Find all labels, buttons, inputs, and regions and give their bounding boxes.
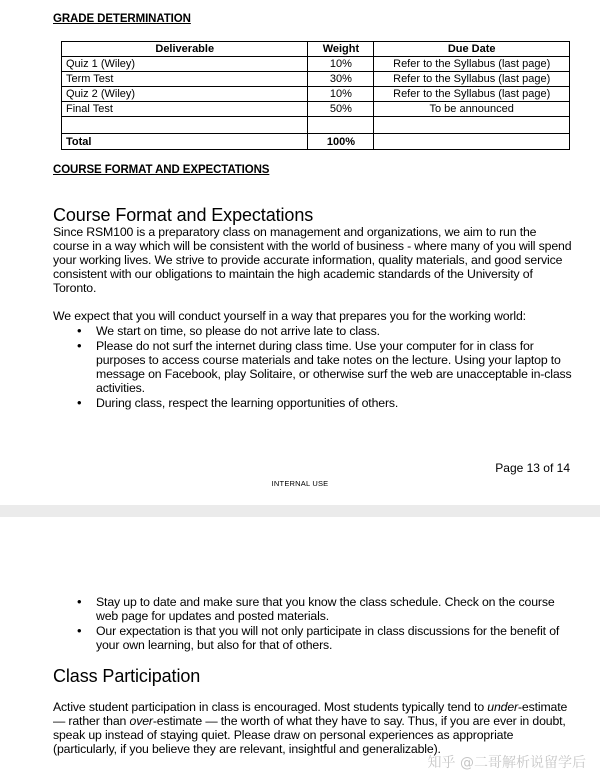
intro-paragraph: Since RSM100 is a preparatory class on management and organizations, we aim to run the course in a way which will be consistent with the world of business - where many of you will spend your working lives. We strive to provide accurate information, quality materials, and good service consistent with our obligations to maintain the high academic standards of the University of Toronto.	[53, 225, 572, 295]
participation-emphasis: under	[487, 700, 518, 714]
footer-label: INTERNAL USE	[271, 479, 329, 488]
deliverable-cell: Quiz 2 (Wiley)	[62, 87, 308, 102]
list-item: • Stay up to date and make sure that you know the class schedule. Check on the course web page for updates and posted materials.	[53, 595, 575, 623]
page-number: Page 13 of 14	[495, 461, 570, 475]
deliverable-cell: Final Test	[62, 102, 308, 117]
expectations-paragraph: We expect that you will conduct yourself in a way that prepares you for the working world:	[53, 309, 526, 323]
table-row	[62, 102, 570, 117]
weight-cell: 10%	[308, 57, 374, 72]
participation-text: Active student participation in class is encouraged. Most students typically tend to	[53, 700, 488, 714]
table-empty-row	[62, 117, 570, 134]
participation-paragraph	[53, 700, 573, 756]
empty-cell	[374, 117, 570, 134]
deliverable-cell: Quiz 1 (Wiley)	[62, 57, 308, 72]
due-date-cell: To be announced	[374, 102, 570, 117]
document-page-2	[0, 517, 600, 778]
empty-cell	[308, 117, 374, 134]
expectations-list-continued	[53, 595, 575, 653]
table-row	[62, 57, 570, 72]
total-weight-cell: 100%	[308, 134, 374, 150]
watermark: 知乎 @二哥解析说留学后	[427, 755, 586, 771]
table-total-row	[62, 134, 570, 150]
participation-emphasis: over	[129, 714, 153, 728]
empty-cell	[374, 134, 570, 150]
total-label-cell: Total	[62, 134, 308, 150]
header-deliverable: Deliverable	[62, 42, 308, 57]
list-item: • We start on time, so please do not arrive late to class.	[53, 324, 575, 338]
expectations-list	[53, 324, 575, 411]
course-format-heading: COURSE FORMAT AND EXPECTATIONS	[53, 164, 270, 176]
table-header-row	[62, 42, 570, 57]
grade-determination-heading: GRADE DETERMINATION	[53, 13, 191, 25]
weight-cell: 10%	[308, 87, 374, 102]
deliverable-cell: Term Test	[62, 72, 308, 87]
table-row	[62, 72, 570, 87]
due-date-cell: Refer to the Syllabus (last page)	[374, 72, 570, 87]
list-item: • Our expectation is that you will not only participate in class discussions for the benefit of your own learning, but also for that of others.	[53, 624, 575, 652]
participation-text: -estimate — rather than	[53, 700, 568, 728]
page-separator	[0, 505, 600, 517]
class-participation-title: Class Participation	[53, 666, 201, 686]
header-due-date: Due Date	[374, 42, 570, 57]
due-date-cell: Refer to the Syllabus (last page)	[374, 57, 570, 72]
grade-table	[61, 41, 570, 150]
participation-text: -estimate — the worth of what they have to say. Thus, if you are ever in doubt, speak up instead of staying quiet. Please draw on personal experiences as appropriate (particularly, if you believe they are relevant, insightful and generalizable).	[53, 714, 566, 756]
due-date-cell: Refer to the Syllabus (last page)	[374, 87, 570, 102]
section-title: Course Format and Expectations	[53, 205, 314, 225]
header-weight: Weight	[308, 42, 374, 57]
weight-cell: 30%	[308, 72, 374, 87]
list-item: • Please do not surf the internet during class time. Use your computer for in class for purposes to access course materials and take notes on the lecture. Using your laptop to message on Facebook, play Solitaire, or otherwise surf the web are unacceptable in-class activities.	[53, 339, 575, 395]
empty-cell	[62, 117, 308, 134]
table-row	[62, 87, 570, 102]
weight-cell: 50%	[308, 102, 374, 117]
list-item: • During class, respect the learning opportunities of others.	[53, 396, 575, 410]
